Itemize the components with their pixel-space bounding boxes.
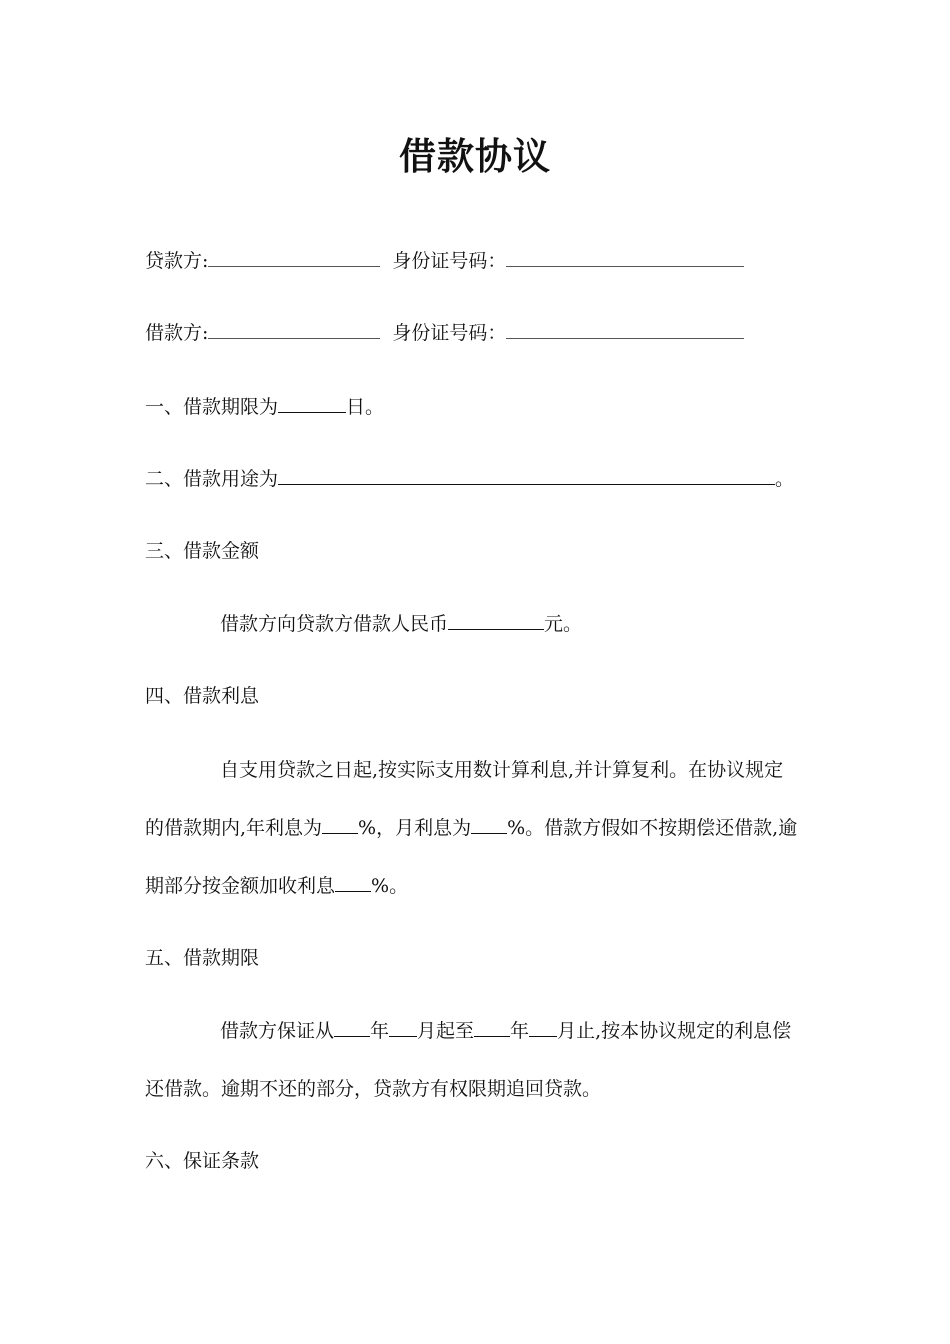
section-4-line-3 (145, 873, 408, 899)
section-6-heading: 六、保证条款 (145, 1150, 260, 1172)
end-month-blank[interactable] (529, 1018, 557, 1037)
section-5-year-label: 年 (370, 1020, 390, 1042)
start-year-blank[interactable] (334, 1018, 370, 1037)
loan-amount-blank[interactable] (448, 611, 544, 630)
section-4-monthly-label: %，月利息为 (358, 817, 472, 839)
section-4-line-1: 自支用贷款之日起,按实际支用数计算利息,并计算复利。在协议规定 (220, 759, 784, 781)
borrower-name-blank[interactable] (208, 320, 380, 339)
section-2-text: 二、借款用途为 (145, 468, 279, 490)
penalty-rate-blank[interactable] (335, 873, 371, 892)
start-month-blank[interactable] (389, 1018, 417, 1037)
section-4-heading: 四、借款利息 (145, 685, 260, 707)
loan-days-blank[interactable] (278, 394, 346, 413)
section-4-penalty-label: 期部分按金额加收利息 (145, 875, 336, 897)
borrower-id-label: 身份证号码： (392, 322, 507, 344)
section-4-annual-label: 的借款期内,年利息为 (145, 817, 323, 839)
section-4-penalty-suffix: %。 (371, 875, 409, 897)
section-2-line (145, 466, 794, 492)
section-3-text: 借款方向贷款方借款人民币 (220, 613, 449, 635)
section-5-line-2: 还借款。逾期不还的部分，贷款方有权限期追回贷款。 (145, 1078, 602, 1100)
monthly-rate-blank[interactable] (471, 815, 507, 834)
lender-name-blank[interactable] (208, 248, 380, 267)
section-5-to-label: 月起至 (417, 1020, 475, 1042)
borrower-id-blank[interactable] (506, 320, 744, 339)
section-5-line-1 (220, 1018, 791, 1044)
lender-id-blank[interactable] (506, 248, 744, 267)
end-year-blank[interactable] (474, 1018, 510, 1037)
section-3-body (220, 611, 582, 637)
section-1-text: 一、借款期限为 (145, 396, 279, 418)
section-1-suffix: 日。 (346, 396, 385, 418)
lender-line (145, 248, 744, 274)
borrower-label: 借款方: (145, 322, 209, 344)
annual-rate-blank[interactable] (322, 815, 358, 834)
loan-purpose-blank[interactable] (278, 466, 775, 485)
lender-label: 贷款方: (145, 250, 209, 272)
section-3-suffix: 元。 (544, 613, 583, 635)
lender-id-label: 身份证号码： (392, 250, 507, 272)
section-3-heading: 三、借款金额 (145, 540, 260, 562)
section-4-line-2 (145, 815, 797, 841)
borrower-line (145, 320, 744, 346)
document-title: 借款协议 (399, 134, 551, 178)
section-5-year-label-2: 年 (510, 1020, 530, 1042)
section-1-line (145, 394, 384, 420)
section-4-overdue-text: %。借款方假如不按期偿还借款,逾 (507, 817, 798, 839)
section-5-from-label: 借款方保证从 (220, 1020, 335, 1042)
section-5-repay-text: 月止,按本协议规定的利息偿 (557, 1020, 792, 1042)
section-5-heading: 五、借款期限 (145, 947, 260, 969)
section-2-suffix: 。 (775, 468, 795, 490)
